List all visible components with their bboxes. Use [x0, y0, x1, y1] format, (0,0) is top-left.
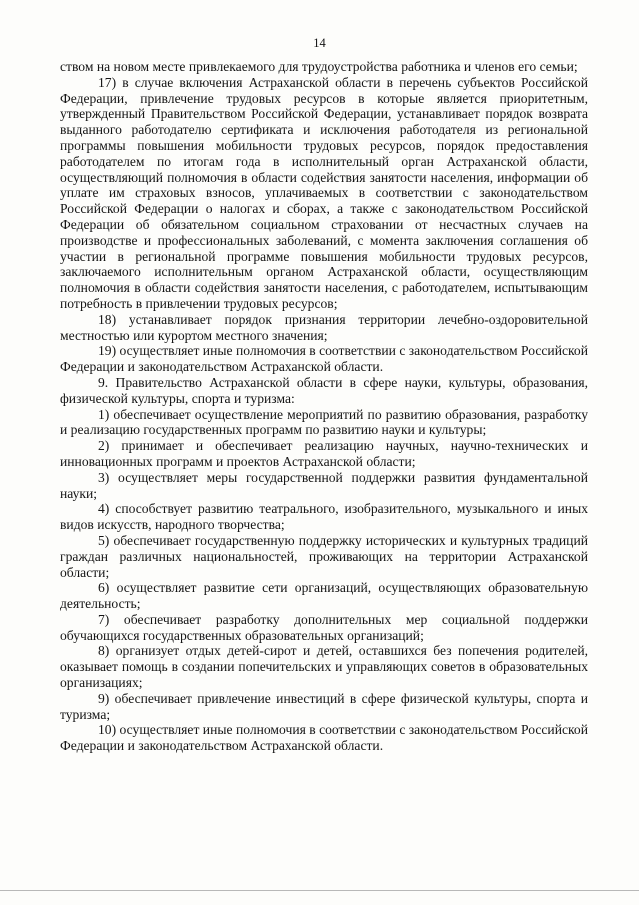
- paragraph: 17) в случае включения Астраханской области в перечень субъектов Российской Федерации, привлечение трудовых ресурсов в которые является приоритетным, утвержденный Правительством Российской Федерации, устанавливает порядок возврата выданного работодателю сертификата и исключения работодателя из региональной программы повышения мобильности трудовых ресурсов, порядок предоставления работодателем по итогам года в исполнительный орган Астраханской области, осуществляющий полномочия в области содействия занятости населения, информации об уплате им страховых взносов, уплачиваемых в соответствии с законодательством Российской Федерации о налогах и сборах, а также с законодательством Российской Федерации об обязательном социальном страховании от несчастных случаев на производстве и профессиональных заболеваний, с момента заключения соглашения об участии в региональной программе повышения мобильности трудовых ресурсов, заключаемого исполнительным органом Астраханской области, осуществляющим полномочия в области содействия занятости населения, с работодателем, испытывающим потребность в привлечении трудовых ресурсов;: [60, 74, 588, 311]
- paragraph: 3) осуществляет меры государственной поддержки развития фундаментальной науки;: [60, 469, 588, 501]
- paragraph: 5) обеспечивает государственную поддержку исторических и культурных традиций граждан различных национальностей, проживающих на территории Астраханской области;: [60, 532, 588, 580]
- paragraph: 9) обеспечивает привлечение инвестиций в сфере физической культуры, спорта и туризма;: [60, 690, 588, 722]
- paragraph: 6) осуществляет развитие сети организаций, осуществляющих образовательную деятельность;: [60, 580, 588, 612]
- paragraph: 19) осуществляет иные полномочия в соответствии с законодательством Российской Федерации и законодательством Астраханской области.: [60, 343, 588, 375]
- paragraph: 9. Правительство Астраханской области в сфере науки, культуры, образования, физической культуры, спорта и туризма:: [60, 374, 588, 406]
- paragraph: 7) обеспечивает разработку дополнительных мер социальной поддержки обучающихся государственных образовательных организаций;: [60, 611, 588, 643]
- page-bottom-edge: [0, 890, 639, 891]
- paragraph: 18) устанавливает порядок признания территории лечебно-оздоровительной местностью или курортом местного значения;: [60, 311, 588, 343]
- paragraph: 10) осуществляет иные полномочия в соответствии с законодательством Российской Федерации и законодательством Астраханской области.: [60, 722, 588, 754]
- paragraph: ством на новом месте привлекаемого для трудоустройства работника и членов его семьи;: [60, 59, 578, 74]
- page-number: 14: [313, 36, 326, 50]
- paragraph: 8) организует отдых детей-сирот и детей, оставшихся без попечения родителей, оказывает помощь в создании попечительских и управляющих советов в образовательных организациях;: [60, 643, 588, 691]
- document-body: [60, 59, 588, 754]
- paragraph: 1) обеспечивает осуществление мероприятий по развитию образования, разработку и реализацию государственных программ по развитию науки и культуры;: [60, 406, 588, 438]
- paragraph: 2) принимает и обеспечивает реализацию научных, научно-технических и инновационных программ и проектов Астраханской области;: [60, 438, 588, 469]
- paragraph: 4) способствует развитию театрального, изобразительного, музыкального и иных видов искусств, народного творчества;: [60, 501, 588, 533]
